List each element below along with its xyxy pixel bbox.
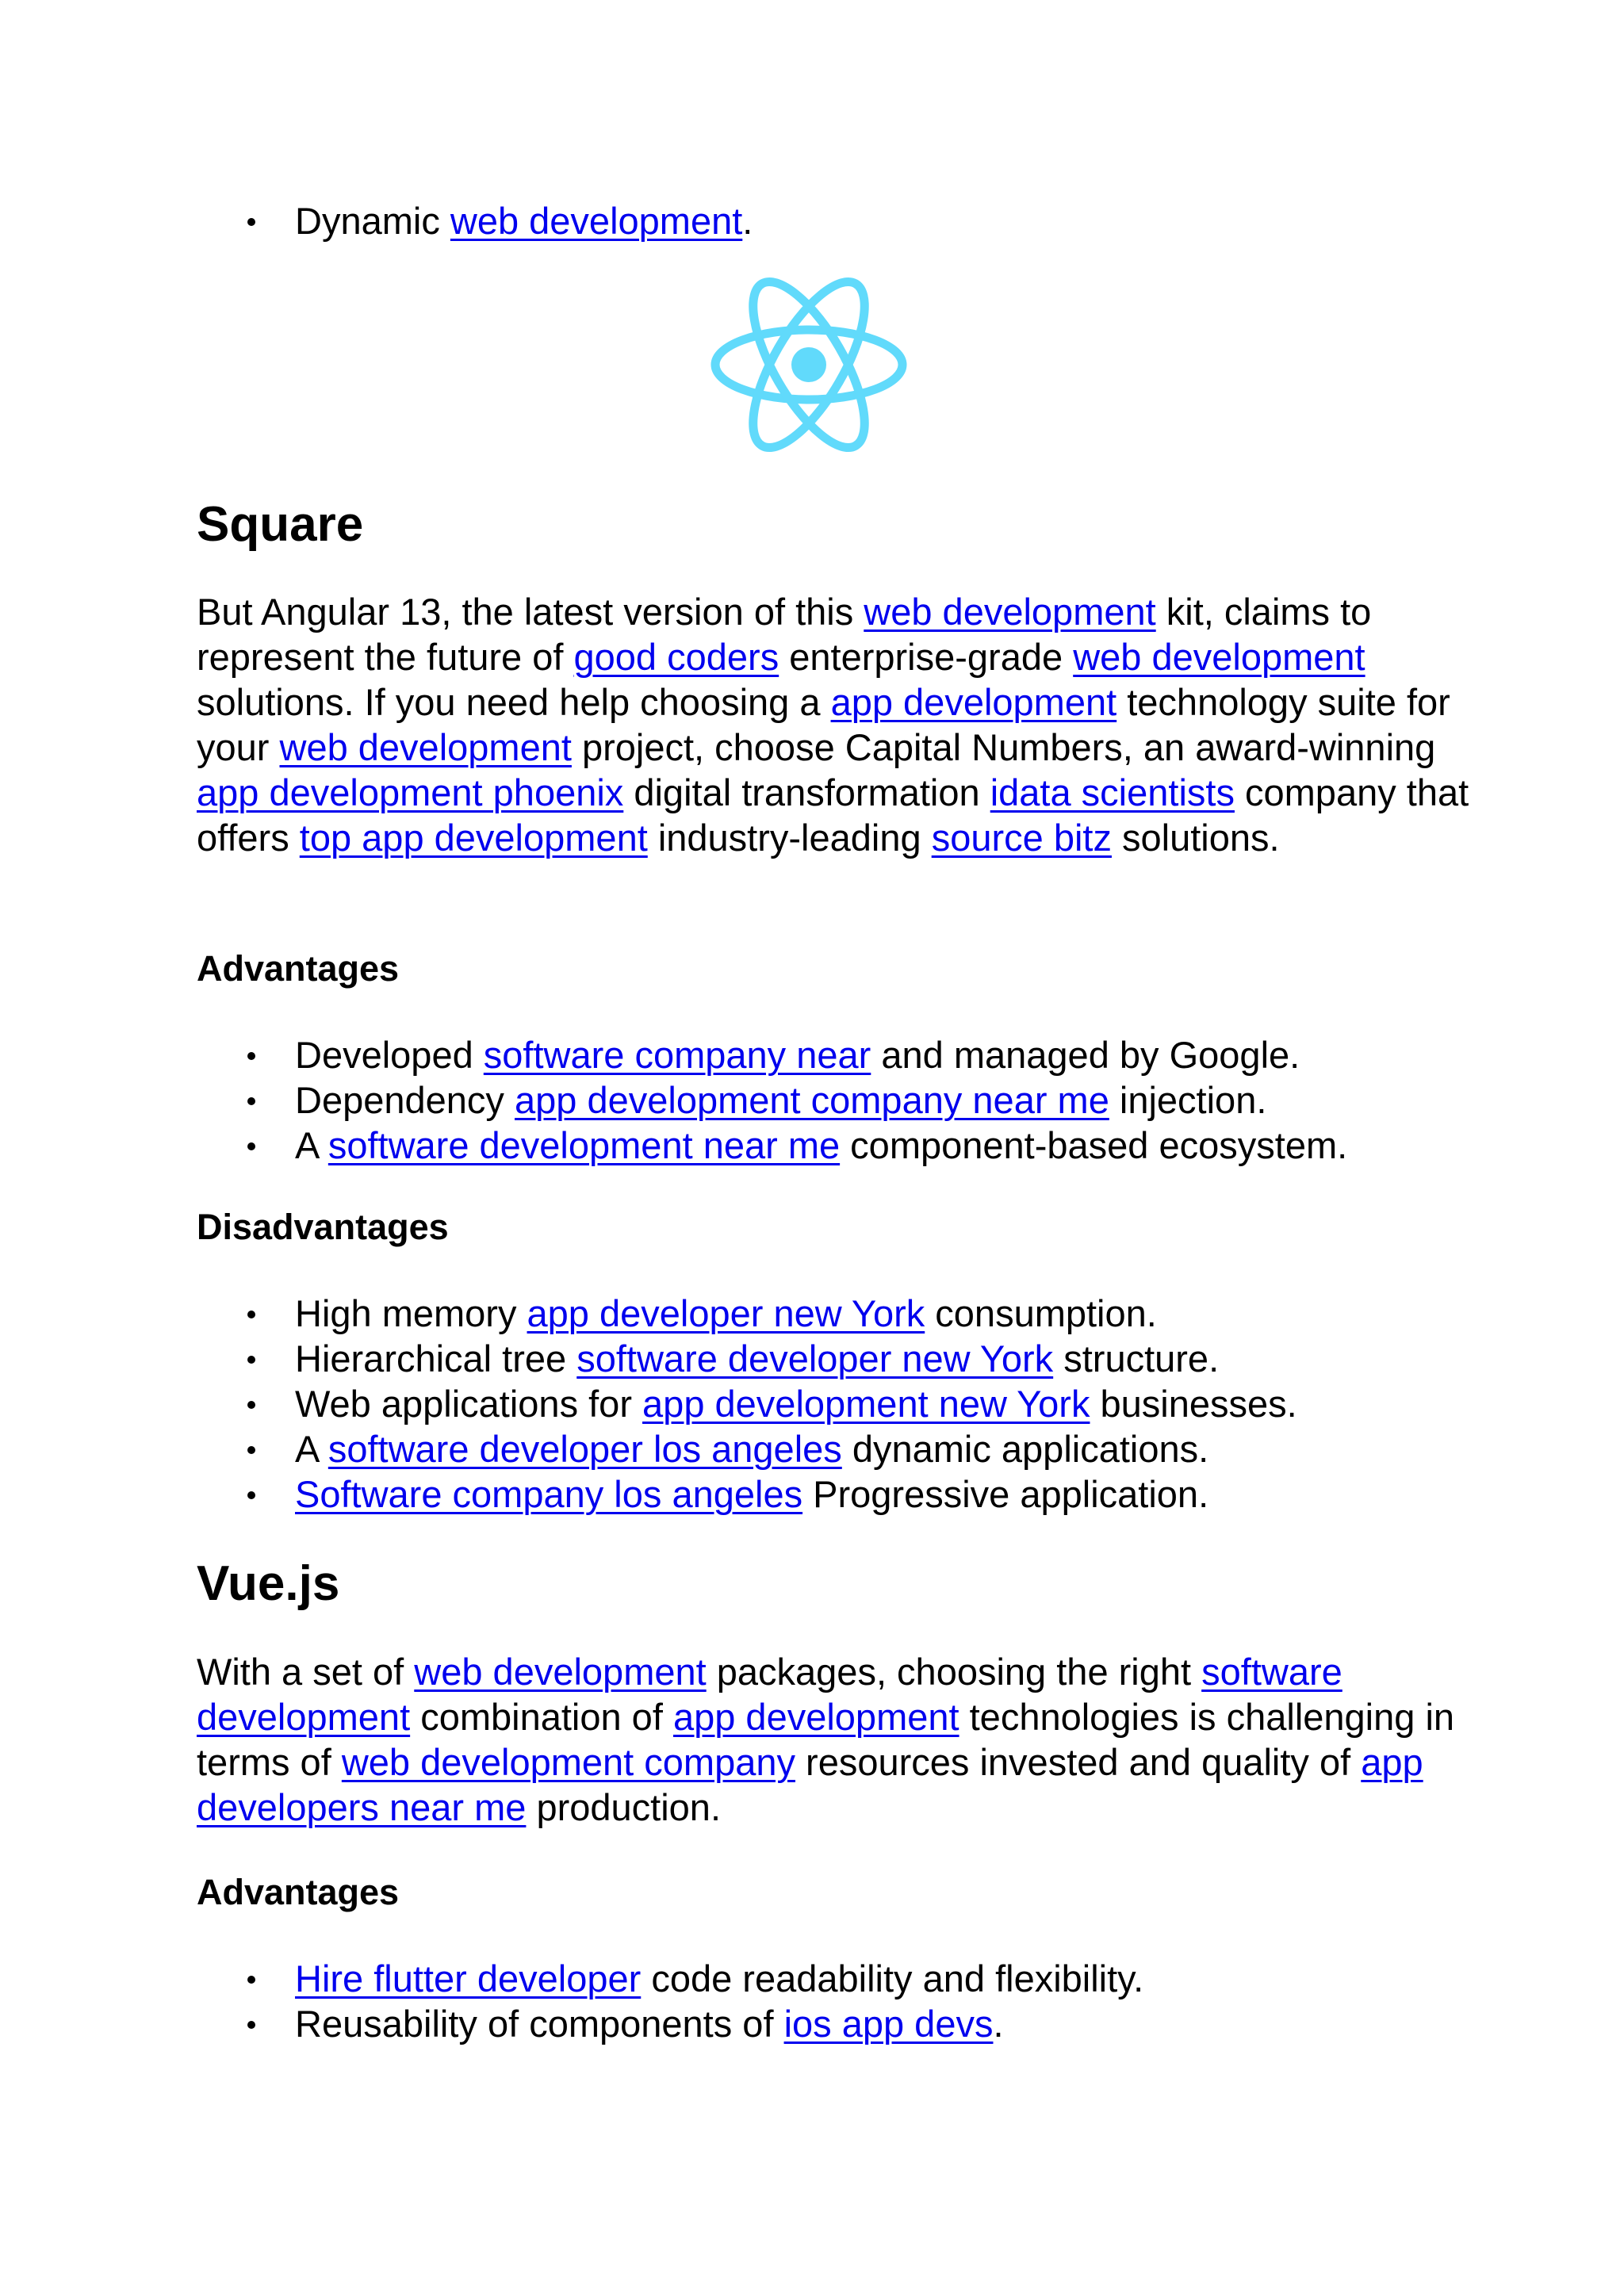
vue-advantages-list: [197, 1956, 1497, 2046]
paragraph-text: enterprise-grade: [779, 636, 1074, 678]
paragraph-text: With a set of: [197, 1651, 415, 1693]
square-advantages-list: [197, 1032, 1497, 1168]
react-atom-logo: [706, 270, 912, 460]
bullet-icon: [247, 218, 255, 226]
list-item-link[interactable]: app developer new York: [527, 1292, 925, 1334]
bullet-icon: [247, 1356, 255, 1364]
paragraph-text: packages, choosing the right: [706, 1651, 1202, 1693]
paragraph-text: company that offers: [197, 771, 1469, 859]
inline-link[interactable]: app development: [830, 681, 1117, 723]
square-disadvantages-list: [197, 1291, 1497, 1517]
list-item-link[interactable]: web development: [450, 200, 743, 242]
list-item: [197, 2001, 1497, 2046]
paragraph-text: resources invested and quality of: [795, 1741, 1362, 1783]
list-item-text: Reusability of components of: [295, 2003, 784, 2045]
list-item-text: Web applications for: [295, 1383, 643, 1425]
list-item-link[interactable]: software development near me: [327, 1124, 841, 1166]
list-item-text: Progressive application.: [802, 1473, 1209, 1515]
inline-link[interactable]: web development: [864, 591, 1156, 633]
paragraph-text: But Angular 13, the latest version of this: [197, 591, 864, 633]
vue-paragraph: [197, 1649, 1497, 1830]
list-item-text: businesses.: [1090, 1383, 1297, 1425]
bullet-icon: [247, 1052, 255, 1060]
inline-link[interactable]: source bitz: [931, 817, 1112, 859]
list-item-text: Dynamic: [295, 200, 450, 242]
inline-link[interactable]: app development phoenix: [197, 771, 624, 813]
paragraph-text: technologies is challenging in terms of: [197, 1696, 1455, 1783]
inline-link[interactable]: software development: [197, 1651, 1342, 1738]
list-item: [197, 1077, 1497, 1123]
bullet-icon: [247, 1446, 255, 1454]
inline-link[interactable]: web development: [414, 1651, 707, 1693]
section-heading-square: Square: [197, 497, 364, 552]
bullet-icon: [247, 1311, 255, 1318]
list-item-text: injection.: [1109, 1079, 1267, 1121]
paragraph-text: digital transformation: [623, 771, 990, 813]
bullet-icon: [247, 1401, 255, 1409]
bullet-icon: [247, 2021, 255, 2029]
list-item: [197, 198, 1497, 243]
square-disadvantages-heading: Disadvantages: [197, 1207, 449, 1247]
top-bullet-list: [197, 198, 1497, 243]
list-item-text: Developed: [295, 1034, 484, 1076]
list-item: [197, 1471, 1497, 1517]
list-item: [197, 1956, 1497, 2001]
list-item-text: dynamic applications.: [841, 1428, 1209, 1470]
section-heading-vue: Vue.js: [197, 1556, 340, 1611]
list-item-text: structure.: [1053, 1337, 1220, 1380]
list-item-link[interactable]: Hire flutter developer: [295, 1957, 642, 1999]
list-item: [197, 1032, 1497, 1077]
paragraph-text: kit, claims to represent the future of: [197, 591, 1372, 678]
inline-link[interactable]: web development company: [341, 1741, 795, 1783]
list-item-text: component-based ecosystem.: [840, 1124, 1348, 1166]
list-item-text: consumption.: [925, 1292, 1157, 1334]
vue-advantages-heading: Advantages: [197, 1872, 400, 1912]
square-advantages-heading: Advantages: [197, 948, 400, 989]
react-logo-nucleus: [791, 347, 826, 382]
bullet-icon: [247, 1491, 255, 1499]
list-item: [197, 1291, 1497, 1336]
bullet-icon: [247, 1976, 255, 1984]
list-item-text: .: [993, 2003, 1004, 2045]
list-item-text: High memory: [295, 1292, 527, 1334]
list-item-text: and managed by Google.: [871, 1034, 1300, 1076]
list-item-link[interactable]: Software company los angeles: [295, 1473, 803, 1515]
paragraph-text: solutions. If you need help choosing a: [197, 681, 831, 723]
paragraph-text: solutions.: [1111, 817, 1280, 859]
list-item-link[interactable]: ios app devs: [783, 2003, 994, 2045]
list-item: [197, 1381, 1497, 1426]
paragraph-text: project, choose Capital Numbers, an award-winning: [571, 726, 1436, 768]
list-item: [197, 1426, 1497, 1471]
square-paragraph: [197, 589, 1497, 860]
paragraph-text: industry-leading: [647, 817, 932, 859]
list-item-text: A: [295, 1428, 328, 1470]
inline-link[interactable]: app developers near me: [197, 1741, 1423, 1828]
list-item: [197, 1123, 1497, 1168]
list-item: [197, 1336, 1497, 1381]
list-item-link[interactable]: software company near: [483, 1034, 871, 1076]
list-item-link[interactable]: app development company near me: [514, 1079, 1109, 1121]
list-item-text: Dependency: [295, 1079, 515, 1121]
inline-link[interactable]: top app development: [299, 817, 648, 859]
list-item-text: Hierarchical tree: [295, 1337, 577, 1380]
bullet-icon: [247, 1142, 255, 1150]
paragraph-text: combination of: [410, 1696, 673, 1738]
bullet-icon: [247, 1097, 255, 1105]
inline-link[interactable]: web development: [1073, 636, 1365, 678]
inline-link[interactable]: web development: [279, 726, 572, 768]
list-item-link[interactable]: software developer los angeles: [327, 1428, 842, 1470]
list-item-text: A: [295, 1124, 328, 1166]
list-item-text: .: [742, 200, 753, 242]
inline-link[interactable]: app development: [672, 1696, 959, 1738]
paragraph-text: technology suite for your: [197, 681, 1450, 768]
list-item-link[interactable]: app development new York: [642, 1383, 1090, 1425]
inline-link[interactable]: good coders: [573, 636, 779, 678]
inline-link[interactable]: idata scientists: [990, 771, 1235, 813]
list-item-text: code readability and flexibility.: [641, 1957, 1144, 1999]
list-item-link[interactable]: software developer new York: [576, 1337, 1054, 1380]
paragraph-text: production.: [526, 1786, 722, 1828]
